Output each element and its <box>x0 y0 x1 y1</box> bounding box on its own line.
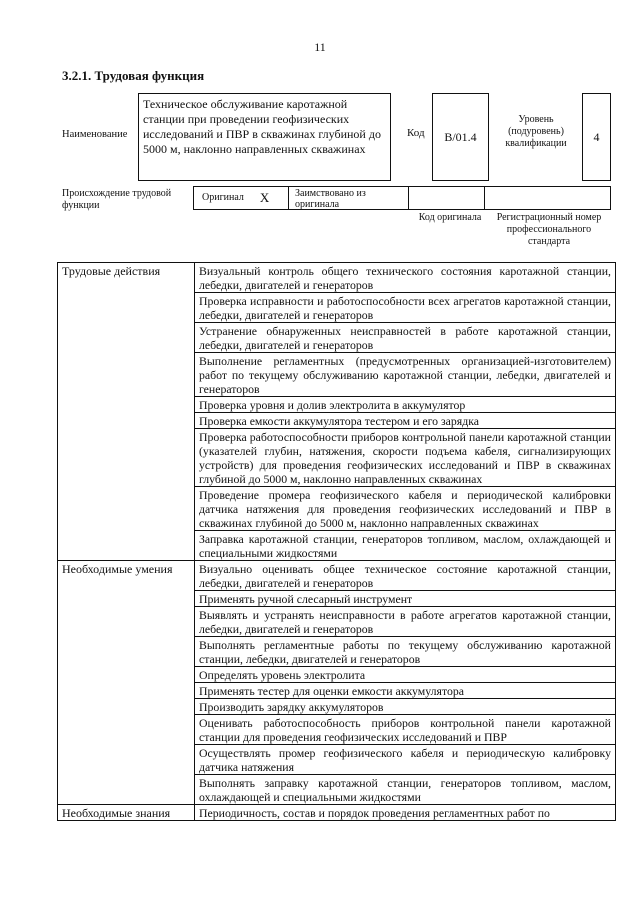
origin-label: Происхождение трудовой функции <box>62 188 172 211</box>
reg-number-caption: Регистрационный номер профессионального стандарта <box>496 212 602 247</box>
section-item: Выявлять и устранять неисправности в работе агрегатов каротажной станции, лебедки, двигателей и генераторов <box>195 607 616 637</box>
code-label: Код <box>407 127 425 139</box>
section-item: Применять ручной слесарный инструмент <box>195 591 616 607</box>
original-cell <box>194 187 289 209</box>
table-row <box>58 263 616 293</box>
section-item: Визуально оценивать общее техническое состояние каротажной станции, лебедки, двигателей и генераторов <box>195 561 616 591</box>
section-item: Оценивать работоспособность приборов контрольной панели каротажной станции для проведения геофизических исследований и ПВР <box>195 715 616 745</box>
level-box <box>582 93 611 181</box>
section-item: Определять уровень электролита <box>195 667 616 683</box>
code-box <box>432 93 489 181</box>
section-item: Проверка работоспособности приборов контрольной панели каротажной станции (указателей глубин, натяжения, скорости подъема кабеля, сигнализирующих устройств) для проведения геофизических исследований и ПВР в скважинах глубиной до 5000 м, наклонно направленных скважинах <box>195 429 616 487</box>
section-item: Заправка каротажной станции, генераторов топливом, маслом, охлаждающей и специальными жидкостями <box>195 531 616 561</box>
function-name-box <box>138 93 391 181</box>
section-item: Периодичность, состав и порядок проведения регламентных работ по <box>195 805 616 821</box>
section-item: Выполнение регламентных (предусмотренных организацией-изготовителем) работ по текущему обслуживанию каротажной станции, лебедки, двигателей и генераторов <box>195 353 616 397</box>
section-item: Устранение обнаруженных неисправностей в работе каротажной станции, лебедки, двигателей и генераторов <box>195 323 616 353</box>
original-label: Оригинал <box>202 192 244 203</box>
table-row <box>58 805 616 821</box>
section-title: 3.2.1. Трудовая функция <box>62 68 205 83</box>
section-item: Осуществлять промер геофизического кабеля и периодическую калибровку датчика натяжения <box>195 745 616 775</box>
section-label: Необходимые умения <box>58 561 195 805</box>
original-mark: X <box>259 190 270 205</box>
section-item: Выполнять регламентные работы по текущему обслуживанию каротажной станции, лебедки, двигателей и генераторов <box>195 637 616 667</box>
name-label: Наименование <box>62 129 128 140</box>
section-label: Необходимые знания <box>58 805 195 821</box>
code-value: B/01.4 <box>444 129 477 144</box>
page-number: 11 <box>314 40 326 54</box>
section-item: Выполнять заправку каротажной станции, генераторов топливом, маслом, охлаждающей и специальными жидкостями <box>195 775 616 805</box>
section-label: Трудовые действия <box>58 263 195 561</box>
borrowed-cell <box>289 187 409 209</box>
level-value: 4 <box>593 129 600 144</box>
competency-table <box>57 262 616 821</box>
origin-code-caption: Код оригинала <box>418 212 482 223</box>
competency-table-body <box>58 263 616 821</box>
section-item: Проведение промера геофизического кабеля и периодической калибровки датчика натяжения для проведения геофизических исследований и ПВР в скважинах глубиной до 5000 м, наклонно направленных скважинах <box>195 487 616 531</box>
borrowed-label: Заимствовано из оригинала <box>295 188 366 210</box>
section-item: Визуальный контроль общего технического состояния каротажной станции, лебедки, двигателей и генераторов <box>195 263 616 293</box>
origin-code-cell <box>409 187 485 209</box>
section-item: Применять тестер для оценки емкости аккумулятора <box>195 683 616 699</box>
section-item: Проверка емкости аккумулятора тестером и его зарядка <box>195 413 616 429</box>
section-item: Производить зарядку аккумуляторов <box>195 699 616 715</box>
section-item: Проверка уровня и долив электролита в аккумулятор <box>195 397 616 413</box>
table-row <box>58 561 616 591</box>
function-name-value: Техническое обслуживание каротажной станции при проведении геофизических исследований и ПВР в скважинах глубиной до 5000 м, наклонно направленных скважинах <box>143 97 381 156</box>
level-label: Уровень (подуровень) квалификации <box>505 114 567 149</box>
reg-number-cell <box>485 187 610 209</box>
origin-row <box>193 186 611 210</box>
section-item: Проверка исправности и работоспособности всех агрегатов каротажной станции, лебедки, двигателей и генераторов <box>195 293 616 323</box>
